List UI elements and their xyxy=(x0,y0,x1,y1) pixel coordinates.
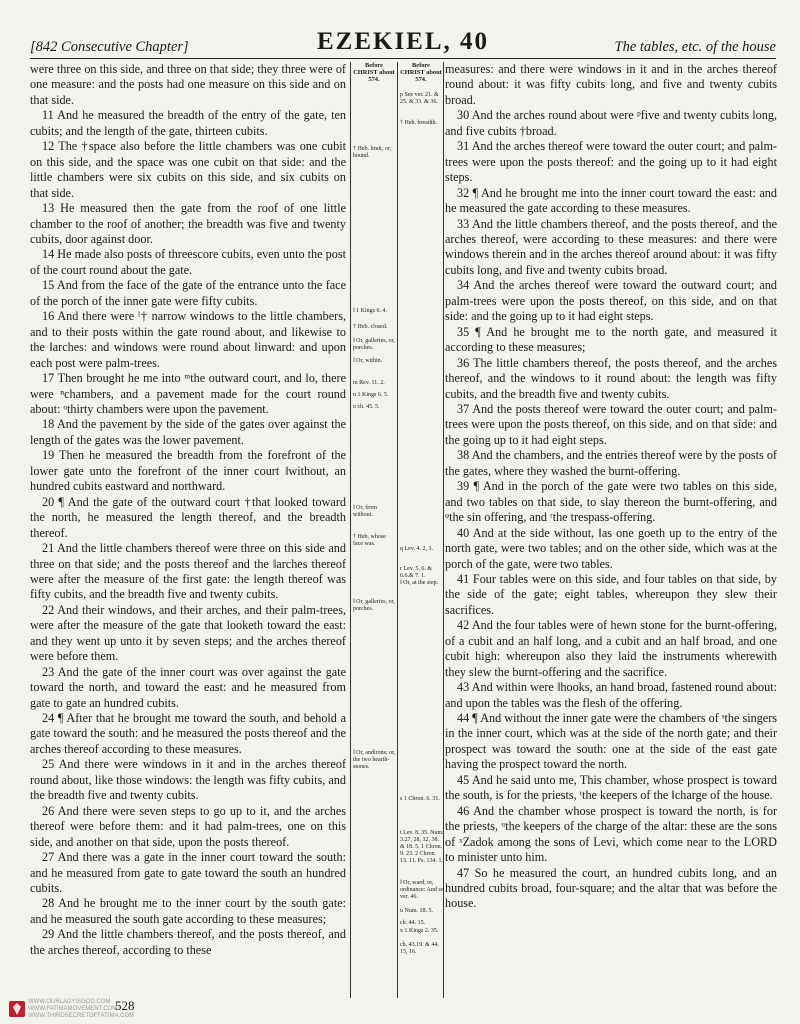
verse-paragraph: were three on this side, and three on that side; they three were of one measure: and the posts had one measure on this side and on that side. xyxy=(30,62,346,107)
header-rule xyxy=(30,58,776,59)
margin-note: † Heb. closed. xyxy=(353,324,388,330)
verse-paragraph: 43 And within were ‖hooks, an hand broad, fastened round about: and upon the tables was the flesh of the offering. xyxy=(445,680,777,710)
verse-paragraph: 24 ¶ After that he brought me toward the south, and behold a gate toward the south: and he measured the posts thereof and the arches thereof according to these measures. xyxy=(30,711,346,756)
right-text-column xyxy=(445,62,777,998)
verse-paragraph: 36 The little chambers thereof, the posts thereof, and the arches thereof, and the windows to it round about: the length was fifty cubits, and the breadth five and twenty cubits. xyxy=(445,355,777,401)
margin-note: t Lev. 8. 35. Num. 3.27, 28, 32, 38. & 18. 5. 1 Chron. 9. 23. 2 Chron. 13. 11. Ps. 134. 1. xyxy=(400,830,444,864)
verse-paragraph: 45 And he said unto me, This chamber, whose prospect is toward the south, is for the priests, ᵗthe keepers of the ‖charge of the house. xyxy=(445,772,777,803)
verse-paragraph: 21 And the little chambers thereof were three on this side and three on that side; and the posts thereof and the ‖arches thereof were after the measure of the first gate: the length thereof was fifty cubits, and the breadth five and twenty cubits. xyxy=(30,541,346,602)
margin-note: q Lev. 4. 2, 3. xyxy=(400,546,433,552)
verse-paragraph: 26 And there were seven steps to go up to it, and the arches thereof were before them: and it had palm-trees, one on this side, and another on that side, upon the posts thereof. xyxy=(30,803,346,849)
seal-logo-icon xyxy=(8,1000,26,1018)
margin-note: ‖ 1 Kings 6. 4. xyxy=(353,308,388,314)
verse-paragraph: 25 And there were windows in it and in the arches thereof round about, like those windows: the length was fifty cubits, and the breadth five and twenty cubits. xyxy=(30,757,346,803)
watermark-line: WWW.OURLADYISGOD.COM xyxy=(28,999,111,1005)
verse-paragraph: 13 He measured then the gate from the roof of one little chamber to the roof of another; the breadth was five and twenty cubits, door against door. xyxy=(30,201,346,246)
margin-note: † Heb. breadth. xyxy=(400,120,437,126)
margin-note: ‖ Or, andirons; or, the two hearth-stones. xyxy=(353,750,396,770)
verse-paragraph: 31 And the arches thereof were toward the outer court; and palm-trees were upon the posts thereof: and the going up to it had eight steps. xyxy=(445,139,777,185)
verse-paragraph: 12 The †space also before the little chambers was one cubit on this side, and the space was one cubit on that side: and the little chambers were six cubits on this side, and six cubits on that side. xyxy=(30,139,346,200)
page-header xyxy=(30,30,776,56)
verse-paragraph: 15 And from the face of the gate of the entrance unto the face of the porch of the inner gate were fifty cubits. xyxy=(30,278,346,308)
margin-note: ch. 44. 15. xyxy=(400,920,426,926)
margin-note: ‖ Or, ward, or, ordinance: And so ver. 46. xyxy=(400,880,444,900)
verse-paragraph: 30 And the arches round about were ᵖfive and twenty cubits long, and five cubits †broad. xyxy=(445,108,777,138)
verse-paragraph: 23 And the gate of the inner court was over against the gate toward the north, and toward the east: and he measured from gate to gate an hundred cubits. xyxy=(30,664,346,710)
verse-paragraph: 27 And there was a gate in the inner court toward the south: and he measured from gate to gate toward the south an hundred cubits. xyxy=(30,850,346,896)
consecutive-chapter-label: [842 Consecutive Chapter] xyxy=(30,39,189,55)
verse-paragraph: 20 ¶ And the gate of the outward court †that looked toward the north, he measured the length thereof, and the breadth thereof. xyxy=(30,494,346,540)
verse-paragraph: 18 And the pavement by the side of the gates over against the length of the gates was the lower pavement. xyxy=(30,417,346,447)
verse-paragraph: 37 And the posts thereof were toward the outer court; and palm-trees were upon the posts thereof, on this side, and on that side: and the going up to it had eight steps. xyxy=(445,401,777,447)
verse-paragraph: 14 He made also posts of threescore cubits, even unto the post of the court round about the gate. xyxy=(30,247,346,277)
verse-paragraph: 44 ¶ And without the inner gate were the chambers of ˢthe singers in the inner court, which was at the side of the north gate; and their prospect was toward the south: one at the side of the east gate having the prospect toward the north. xyxy=(445,711,777,772)
page-number: 528 xyxy=(115,998,135,1013)
verse-paragraph: 40 And at the side without, ‖as one goeth up to the entry of the north gate, were two tables; and on the other side, which was at the porch of the gate, were two tables. xyxy=(445,525,777,571)
margin-note: m Rev. 11. 2. xyxy=(353,380,385,386)
margin-note: ‖ Or, within. xyxy=(353,358,383,364)
margin-note: ‖ Or, galleries, or, porches. xyxy=(353,599,395,612)
margin-note: ‖ Or, at the step. xyxy=(400,580,439,586)
margin-note: † Heb. whose face was. xyxy=(353,534,386,547)
verse-paragraph: 38 And the chambers, and the entries thereof were by the posts of the gates, where they washed the burnt-offering. xyxy=(445,448,777,478)
margin-note: r Lev. 5. 6. & 6.6.& 7. 1. xyxy=(400,566,433,579)
verse-paragraph: 32 ¶ And he brought me into the inner court toward the east: and he measured the gate according to these measures. xyxy=(445,185,777,216)
verse-paragraph: 22 And their windows, and their arches, and their palm-trees, were after the measure of the gate that looketh toward the east: and they went up unto it by seven steps; and the arches thereof were before them. xyxy=(30,602,346,664)
verse-paragraph: 39 ¶ And in the porch of the gate were two tables on this side, and two tables on that side, to slay thereon the burnt-offering, and ᵠthe sin offering, and ʳthe trespass-offering. xyxy=(445,479,777,525)
verse-paragraph: 46 And the chamber whose prospect is toward the north, is for the priests, ᵘthe keepers of the charge of the altar: these are the sons of ˣZadok among the sons of Levi, which come near to the LORD to minister unto him. xyxy=(445,803,777,865)
margin-note: x 1 Kings 2. 35. xyxy=(400,928,439,934)
verse-paragraph: 47 So he measured the court, an hundred cubits long, and an hundred cubits broad, four-square; and the altar that was before the house. xyxy=(445,865,777,911)
verse-paragraph: 16 And there were ˡ† narrow windows to the little chambers, and to their posts within the gate round about, and likewise to the ‖arches: and windows were round about ‖inward: and upon each post were palm-trees. xyxy=(30,309,346,370)
margin-divider xyxy=(397,62,398,998)
center-margin xyxy=(350,62,444,998)
margin-note: o ch. 45. 5. xyxy=(353,404,380,410)
watermark-line: WWW.FATIMAMOVEMENT.COM xyxy=(28,1006,118,1012)
running-topic: The tables, etc. of the house xyxy=(614,39,776,55)
page-footer xyxy=(0,998,800,1024)
verse-paragraph: 42 And the four tables were of hewn stone for the burnt-offering, of a cubit and an half long, and a cubit and an half broad, and one cubit high: whereupon also they laid the instruments wherewith they slew the burnt-offering and the sacrifice. xyxy=(445,618,777,679)
verse-paragraph: 34 And the arches thereof were toward the outward court; and palm-trees were upon the posts thereof, on this side, and on that side: and the going up to it had eight steps. xyxy=(445,278,777,324)
verse-paragraph: 33 And the little chambers thereof, and the posts thereof, and the arches thereof, were according to these measures: and there were windows therein and in the arches thereof around about: it was fifty cubits long, and five and twenty cubits broad. xyxy=(445,216,777,277)
margin-heading-left: Before CHRIST about 574. xyxy=(353,62,395,83)
margin-notes-left xyxy=(353,62,396,770)
margin-heading-right: Before CHRIST about 574. xyxy=(400,62,442,83)
margin-note: ‖ Or, galleries, or, porches. xyxy=(353,338,395,351)
verse-paragraph: 17 Then brought he me into ᵐthe outward court, and lo, there were ⁿchambers, and a pavement made for the court round about: ᵒthirty chambers were upon the pavement. xyxy=(30,371,346,416)
left-text-column xyxy=(30,62,346,998)
verse-paragraph: 11 And he measured the breadth of the entry of the gate, ten cubits; and the length of the gate, thirteen cubits. xyxy=(30,108,346,138)
verse-paragraph: 28 And he brought me to the inner court by the south gate: and he measured the south gate according to these measures; xyxy=(30,896,346,926)
margin-note: ‖ Or, from without. xyxy=(353,505,377,518)
verse-paragraph: 29 And the little chambers thereof, and the posts thereof, and the arches thereof, according to these xyxy=(30,927,346,957)
margin-notes-right xyxy=(400,62,444,955)
margin-note: s 1 Chron. 6. 31. xyxy=(400,796,440,802)
margin-note: u Num. 18. 5. xyxy=(400,908,433,914)
verse-paragraph: measures: and there were windows in it and in the arches thereof round about: it was fifty cubits long, and five and twenty cubits broad. xyxy=(445,62,777,107)
verse-paragraph: 35 ¶ And he brought me to the north gate, and measured it according to these measures; xyxy=(445,324,777,355)
margin-note: p See ver. 21. & 25. & 33. & 36. xyxy=(400,92,439,105)
book-chapter-title: EZEKIEL, 40 xyxy=(316,28,490,55)
verse-paragraph: 19 Then he measured the breadth from the forefront of the lower gate unto the forefront of the inner court ‖without, an hundred cubits eastward and northward. xyxy=(30,448,346,494)
margin-note: † Heb. limit, or, bound. xyxy=(353,146,392,159)
verse-paragraph: 41 Four tables were on this side, and four tables on that side, by the side of the gate; eight tables, whereupon they slew their sacrifices. xyxy=(445,571,777,617)
margin-note: n 1 Kings 6. 5. xyxy=(353,392,389,398)
margin-note: ch. 43.19. & 44. 15, 16. xyxy=(400,942,439,955)
watermark-line: WWW.THIRDSECRETOFFATIMA.COM xyxy=(28,1013,135,1019)
